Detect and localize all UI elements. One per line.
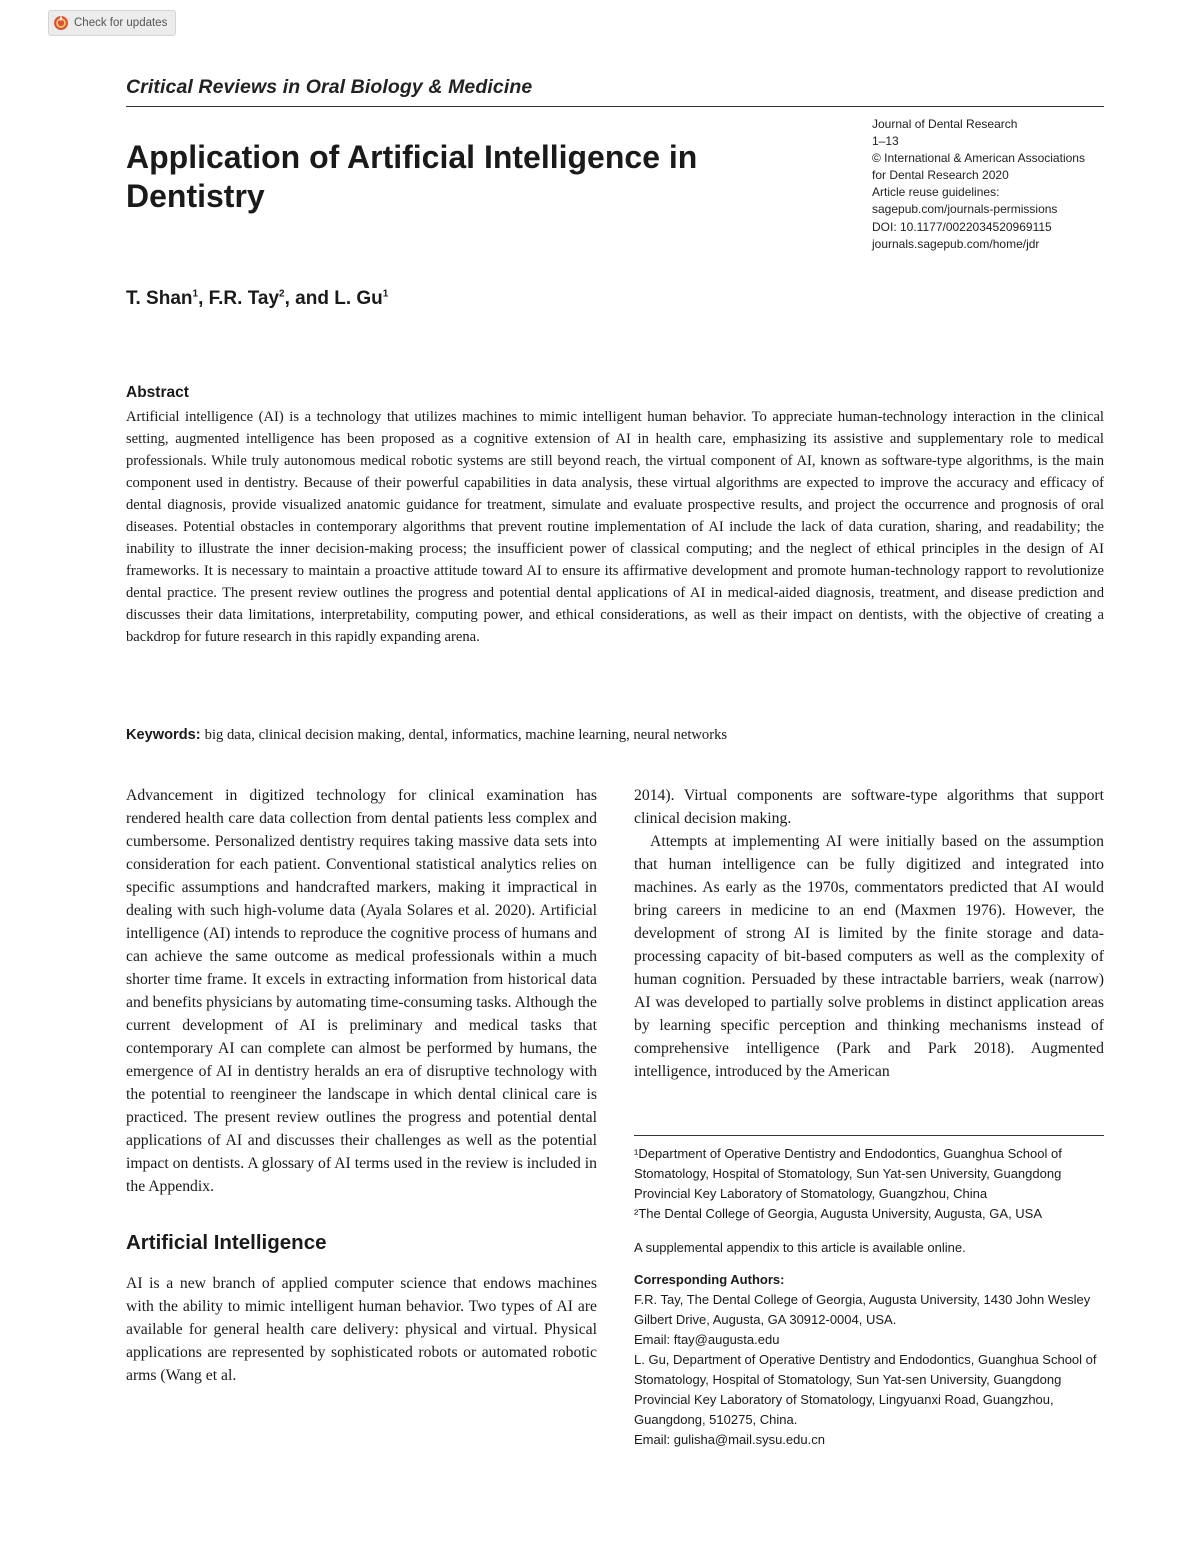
footnote-rule [634, 1135, 1104, 1136]
author-name[interactable]: T. Shan [126, 288, 193, 309]
author-affiliation-mark: 2 [279, 288, 285, 300]
check-for-updates-button[interactable] [48, 10, 176, 36]
author-list [126, 288, 388, 310]
intro-paragraph: Advancement in digitized technology for clinical examination has rendered health care data collection from dental patients less complex and cumbersome. Personalized dentistry requires taking massive data sets into consideration for each patient. Conventional statistical analytics relies on specific assumptions and handcrafted markers, making it impractical in dealing with such high-volume data (Ayala Solares et al. 2020). Artificial intelligence (AI) intends to reproduce the cognitive process of humans and can achieve the same outcome as medical professionals within a much shorter time frame. It excels in extracting information from historical data and benefits physicians by automating time-consuming tasks. Although the current development of AI is preliminary and medical tasks that contemporary AI can complete can almost be performed by humans, the emergence of AI in dentistry heralds an era of disruptive technology with the potential to reengineer the landscape in which dental clinical care is practiced. The present review outlines the progress and potential dental applications of AI and discusses their challenges as well as the potential impact on dentists. A glossary of AI terms used in the review is included in the Appendix. [126, 787, 597, 1195]
footnotes [634, 1144, 1104, 1450]
meta-journal-link[interactable]: journals.sagepub.com/home/jdr [872, 236, 1040, 251]
article-title: Application of Artificial Intelligence in Dentistry [126, 139, 698, 214]
meta-doi[interactable]: DOI: 10.1177/0022034520969115 [872, 219, 1052, 234]
header-rule [126, 106, 1104, 107]
abstract-heading: Abstract [126, 384, 189, 401]
journal-meta [872, 116, 1112, 253]
right-paragraph: Attempts at implementing AI were initially based on the assumption that human intelligence can be fully digitized and integrated into machines. As early as the 1970s, commentators predicted that AI would bring careers in medicine to an end (Maxmen 1976). However, the development of strong AI is limited by the finite storage and data-processing capacity of bit-based computers as well as the complexity of human cognition. Persuaded by these intractable barriers, weak (narrow) AI was developed to partially solve problems in distinct application areas by learning specific perception and thinking mechanisms instead of comprehensive intelligence (Park and Park 2018). Augmented intelligence, introduced by the American [634, 833, 1104, 1080]
corresponding-author-2: L. Gu, Department of Operative Dentistry and Endodontics, Guanghua School of Stomatology, Hospital of Stomatology, Sun Yat-sen University, Guangdong Provincial Key Laboratory of Stomatology, Lingyuanxi Road, Guangzhou, Guangdong, 510275, China. [634, 1352, 1097, 1427]
abstract-text: Artificial intelligence (AI) is a technology that utilizes machines to mimic intelligent human behavior. To appreciate human-technology interaction in the clinical setting, augmented intelligence has been proposed as a cognitive extension of AI in health care, emphasizing its assistive and supplementary role to medical professionals. While truly autonomous medical robotic systems are still beyond reach, the virtual component of AI, known as software-type algorithms, is the main component used in dentistry. Because of their powerful capabilities in data analysis, these virtual algorithms are expected to improve the accuracy and efficacy of dental diagnosis, provide visualized anatomic guidance for treatment, simulate and evaluate prospective results, and project the occurrence and prognosis of oral diseases. Potential obstacles in contemporary algorithms that prevent routine implementation of AI include the lack of data curation, sharing, and readability; the inability to illustrate the inner decision-making process; the insufficient power of classical computing; and the neglect of ethical principles in the design of AI frameworks. It is necessary to maintain a proactive attitude toward AI to ensure its affirmative development and promote human-technology rapport to revolutionize dental practice. The present review outlines the progress and potential dental applications of AI in medical-aided diagnosis, treatment, and disease prediction and discusses their data limitations, interpretability, computing power, and ethical considerations, as well as their impact on dentists, with the objective of creating a backdrop for future research in this rapidly expanding arena. [126, 409, 1104, 645]
corresponding-email-2[interactable]: Email: gulisha@mail.sysu.edu.cn [634, 1432, 825, 1447]
meta-pages: 1–13 [872, 134, 899, 149]
corresponding-email-1[interactable]: Email: ftay@augusta.edu [634, 1332, 780, 1347]
refresh-icon [53, 15, 69, 31]
author-affiliation-mark: 1 [382, 288, 389, 300]
author-name[interactable]: L. Gu [334, 288, 383, 309]
meta-copyright: © International & American Associations [872, 151, 1085, 166]
corresponding-author-1: F.R. Tay, The Dental College of Georgia, Augusta University, 1430 John Wesley Gilbert Drive, Augusta, GA 30912-0004, USA. [634, 1292, 1091, 1327]
author-affiliation-mark: 1 [192, 288, 199, 300]
right-paragraph-continued: 2014). Virtual components are software-type algorithms that support clinical decision making. [634, 787, 1104, 827]
section-heading-ai: Artificial Intelligence [126, 1231, 327, 1254]
journal-series-title: Critical Reviews in Oral Biology & Medicine [126, 76, 533, 98]
supplement-note: A supplemental appendix to this article is available online. [634, 1240, 966, 1255]
author-name[interactable]: F.R. Tay [208, 288, 280, 309]
body-left-column [126, 784, 597, 1387]
meta-reuse-label: Article reuse guidelines: [872, 185, 1000, 200]
keywords-list: big data, clinical decision making, dental, informatics, machine learning, neural networks [204, 727, 728, 743]
keywords-label: Keywords: [126, 727, 201, 743]
body-right-column [634, 784, 1104, 1083]
meta-permissions-link[interactable]: sagepub.com/journals-permissions [872, 202, 1058, 217]
corresponding-authors-heading: Corresponding Authors: [634, 1272, 785, 1287]
author-separator: , and [284, 288, 335, 309]
affiliation-1: ¹Department of Operative Dentistry and Endodontics, Guanghua School of Stomatology, Hospital of Stomatology, Sun Yat-sen University, Guangdong Provincial Key Laboratory of Stomatology, Guangzhou, China [634, 1146, 1062, 1201]
meta-journal-name: Journal of Dental Research [872, 117, 1018, 131]
keywords-line [126, 727, 1104, 744]
check-for-updates-label: Check for updates [74, 17, 168, 29]
meta-copyright-cont: for Dental Research 2020 [872, 168, 1009, 183]
ai-section-paragraph: AI is a new branch of applied computer science that endows machines with the ability to mimic intelligent human behavior. Two types of AI are available for general health care delivery: physical and virtual. Physical applications are represented by sophisticated robots or automated robotic arms (Wang et al. [126, 1275, 597, 1384]
affiliation-2: ²The Dental College of Georgia, Augusta University, Augusta, GA, USA [634, 1206, 1043, 1221]
author-separator: , [198, 288, 209, 309]
